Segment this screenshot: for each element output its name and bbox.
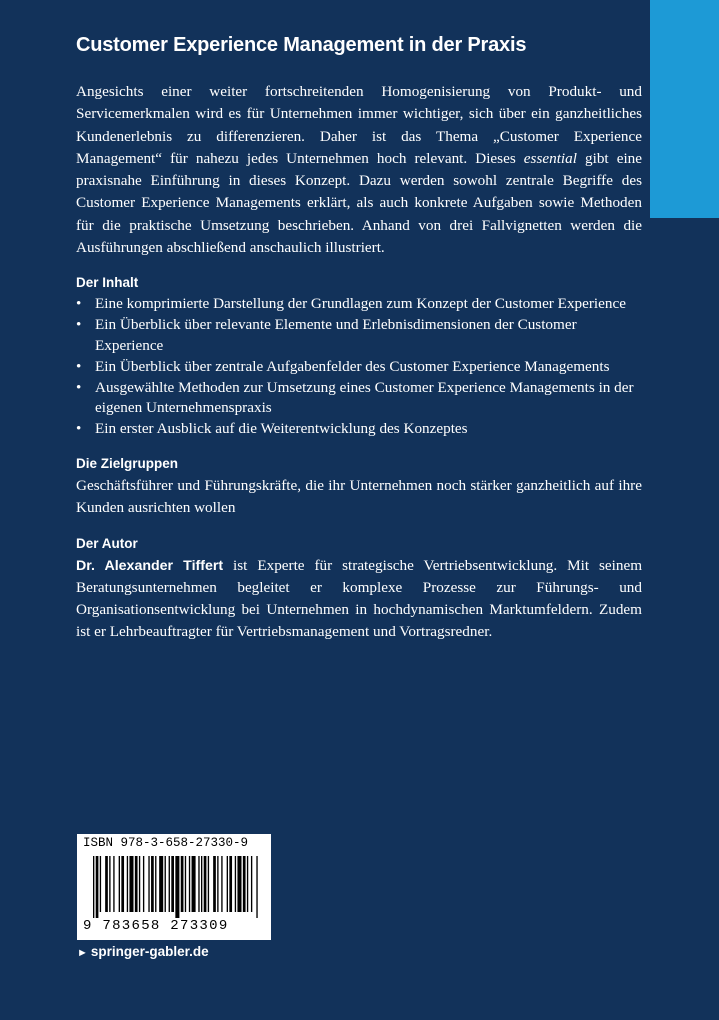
- autor-paragraph: [76, 555, 642, 644]
- barcode-bar: [135, 856, 138, 912]
- list-item-text: Ausgewählte Methoden zur Umsetzung eines Customer Experience Managements in der eigenen Unternehmenspraxis: [95, 378, 634, 417]
- barcode-bar: [217, 856, 218, 912]
- author-name: Dr. Alexander Tiffert: [76, 557, 224, 574]
- list-item: [76, 357, 642, 378]
- barcode-bar: [251, 856, 252, 912]
- barcode-bar: [181, 856, 184, 912]
- barcode-bar: [208, 856, 209, 912]
- bullet-dot: •: [76, 316, 82, 334]
- publisher-link[interactable]: [77, 944, 209, 959]
- barcode-bar: [109, 856, 110, 912]
- inhalt-list: [76, 294, 642, 440]
- barcode-bar: [113, 856, 114, 912]
- barcode-bar: [121, 856, 124, 912]
- intro-emphasis: essential: [523, 149, 577, 167]
- barcode-bar: [221, 856, 222, 912]
- barcode-bar: [175, 856, 179, 918]
- barcode-bar: [213, 856, 216, 912]
- bullet-dot: •: [76, 420, 82, 438]
- barcode-bar: [159, 856, 163, 912]
- barcode-bar: [127, 856, 128, 912]
- list-item-text: Ein Überblick über relevante Elemente und Erlebnisdimensionen der Customer Experience: [95, 316, 577, 354]
- bullet-dot: •: [76, 295, 82, 313]
- accent-bar: [650, 0, 719, 218]
- barcode-bar: [171, 856, 174, 912]
- inhalt-heading: Der Inhalt: [76, 275, 139, 291]
- barcode-bar: [96, 856, 99, 918]
- zielgruppen-heading: Die Zielgruppen: [76, 455, 179, 471]
- list-item-text: Ein erster Ausblick auf die Weiterentwicklung des Konzeptes: [95, 420, 468, 438]
- barcode-digits: 9 783658 273309: [83, 918, 229, 934]
- book-title: Customer Experience Management in der Praxis: [76, 34, 527, 56]
- barcode-bar: [198, 856, 199, 912]
- intro-paragraph: [76, 81, 642, 259]
- barcode-bar: [235, 856, 236, 912]
- publisher-name: springer-gabler.de: [90, 944, 209, 959]
- list-item-text: Eine komprimierte Darstellung der Grundlagen zum Konzept der Customer Experience: [95, 295, 626, 313]
- barcode-bar: [143, 856, 144, 912]
- barcode-bar: [256, 856, 257, 918]
- isbn-number: ISBN 978-3-658-27330-9: [83, 836, 249, 850]
- barcode-bar: [192, 856, 196, 912]
- barcode-box: [77, 834, 271, 940]
- intro-text-2: gibt eine praxisnahe Einführung in dieses Konzept. Dazu werden sowohl zentrale Begriffe des Customer Experience Managements erklärt, als auch konkrete Aufgaben sowie Methoden für die praktische Umsetzung beschrieben. Anhand von drei Fallvignetten werden die Ausführungen abschließend anschaulich illustriert.: [76, 149, 642, 257]
- list-item: [76, 419, 642, 440]
- barcode-bar: [105, 856, 108, 912]
- list-item: [76, 378, 642, 420]
- barcode-bar: [165, 856, 166, 912]
- bullet-dot: •: [76, 378, 82, 396]
- barcode-bar: [148, 856, 149, 912]
- autor-text: ist Experte für strategische Vertriebsentwicklung. Mit seinem Beratungsunternehmen begleitet er komplexe Prozesse zur Führungs- und Organisationsentwicklung bei Unternehmen in hochdynamischen Marktumfeldern. Zudem ist er Lehrbeauftragter für Vertriebsmanagement und Vortragsredner.: [76, 556, 643, 641]
- list-item: [76, 315, 642, 357]
- barcode-bar: [151, 856, 154, 912]
- barcode-bar: [155, 856, 156, 912]
- bullet-dot: •: [76, 357, 82, 375]
- barcode-bar: [229, 856, 232, 912]
- barcode-bar: [227, 856, 228, 912]
- barcode-bar: [189, 856, 190, 912]
- barcode-bar: [100, 856, 101, 912]
- barcode-bar: [129, 856, 133, 912]
- barcode-bar: [204, 856, 207, 912]
- barcode-bar: [201, 856, 202, 912]
- barcode-bar: [169, 856, 170, 912]
- barcode-bar: [247, 856, 248, 912]
- list-item-text: Ein Überblick über zentrale Aufgabenfelder des Customer Experience Managements: [95, 357, 610, 375]
- barcode-bar: [243, 856, 246, 912]
- back-cover-content: [76, 34, 642, 644]
- autor-heading: Der Autor: [76, 535, 138, 551]
- arrow-right-icon: ►: [77, 947, 88, 959]
- barcode-bar: [237, 856, 241, 912]
- barcode-graphic: [91, 856, 263, 918]
- intro-text-1: Angesichts einer weiter fortschreitenden Homogenisierung von Produkt- und Servicemerkmalen wird es für Unternehmen immer wichtiger, sich über ein ganzheitliches Kundenerlebnis zu differenzieren. Daher ist das Thema „Customer Experience Management“ für nahezu jedes Unternehmen hoch relevant. Dieses: [76, 83, 642, 167]
- barcode-bar: [139, 856, 140, 912]
- barcode-bar: [185, 856, 186, 912]
- barcode-bar: [93, 856, 94, 918]
- barcode-bar: [119, 856, 120, 912]
- zielgruppen-text: Geschäftsführer und Führungskräfte, die ihr Unternehmen noch stärker ganzheitlich auf ihre Kunden ausrichten wollen: [76, 476, 642, 517]
- list-item: [76, 294, 642, 315]
